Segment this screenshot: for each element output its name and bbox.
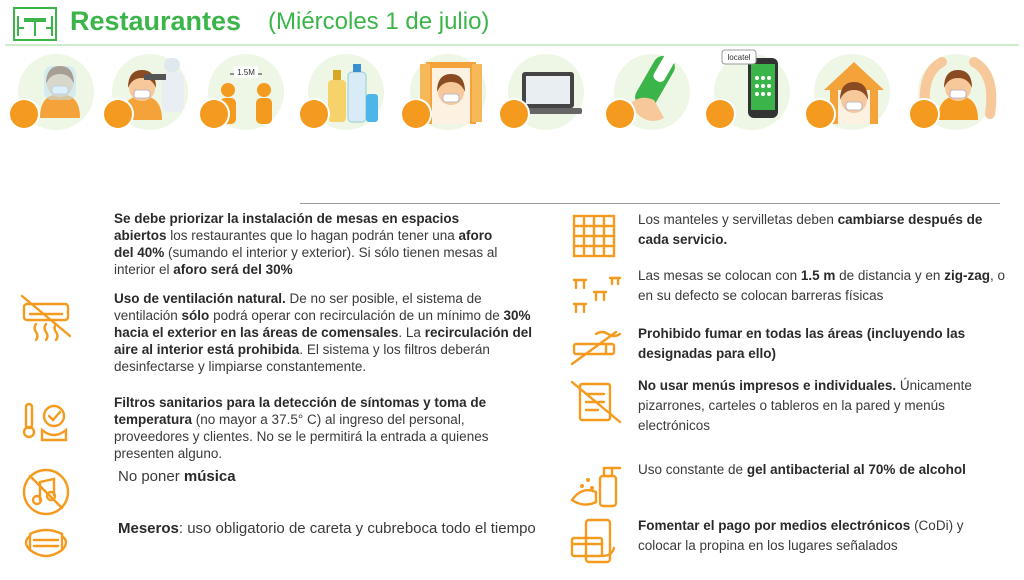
bold-text: 30% hacia el exterior en las áreas de comensales xyxy=(114,308,531,340)
spaced-tables-icon xyxy=(566,266,626,318)
step-card-3 xyxy=(194,44,298,204)
face-mask-icon xyxy=(16,518,76,570)
rule-text xyxy=(638,376,1008,436)
bold-text: aforo del 40% xyxy=(114,228,493,260)
step-number-badge xyxy=(300,100,328,128)
bold-text: Meseros xyxy=(118,520,179,537)
text: (CoDi) y colocar la propina en los lugares señalados xyxy=(638,518,964,553)
no-smoking-icon xyxy=(566,324,626,376)
text: No poner xyxy=(118,468,184,485)
step-card-2 xyxy=(98,44,202,204)
step-number-badge xyxy=(806,100,834,128)
bold-text: recirculación del aire al interior está prohibida xyxy=(114,325,532,357)
step-card-9 xyxy=(800,44,904,204)
header xyxy=(0,0,1024,46)
step-number-badge xyxy=(104,100,132,128)
step-number-badge xyxy=(706,100,734,128)
text: , o en su defecto se colocan barreras físicas xyxy=(638,268,1005,303)
no-air-conditioner-icon xyxy=(16,290,76,342)
section-divider xyxy=(300,203,1000,204)
text: de distancia y en xyxy=(835,268,945,283)
bold-text: Fomentar el pago por medios electrónicos xyxy=(638,518,911,533)
no-music-icon xyxy=(16,466,76,518)
bold-text: zig-zag xyxy=(944,268,990,283)
rule-text xyxy=(114,394,534,462)
svg-text:1.5M: 1.5M xyxy=(237,68,255,77)
step-number-badge xyxy=(200,100,228,128)
bold-text: sólo xyxy=(181,308,210,323)
bold-text: No usar menús impresos e individuales. xyxy=(638,378,897,393)
step-number-badge xyxy=(606,100,634,128)
step-card-6 xyxy=(494,44,598,204)
rule-text xyxy=(118,518,538,540)
text: . La xyxy=(398,325,425,340)
steps-row xyxy=(0,44,1024,204)
rule-text xyxy=(114,290,534,375)
bold-text: Prohibido fumar en todas las áreas (incluyendo las designadas para ello) xyxy=(638,326,966,361)
text: (sumando el interior y exterior). Si sólo tienen mesas al interior el xyxy=(114,245,498,277)
bold-text: Filtros sanitarios para la detección de síntomas y toma de temperatura xyxy=(114,395,487,427)
step-number-badge xyxy=(402,100,430,128)
step-number-badge xyxy=(910,100,938,128)
step-number-badge xyxy=(10,100,38,128)
text: Las mesas se colocan con xyxy=(638,268,801,283)
rule-text xyxy=(114,210,514,278)
bold-text: cambiarse después de cada servicio. xyxy=(638,212,983,247)
hand-sanitizer-icon xyxy=(566,460,626,512)
step-card-7 xyxy=(600,44,704,204)
step-card-10 xyxy=(904,44,1008,204)
text: podrá operar con recirculación de un mínimo de xyxy=(209,308,504,323)
text: De no ser posible, el sistema de ventilación xyxy=(114,291,482,323)
bold-text: aforo será del 30% xyxy=(173,262,293,277)
step-card-4 xyxy=(294,44,398,204)
text: los restaurantes que lo hagan podrán tener una xyxy=(166,228,459,243)
tablecloth-icon xyxy=(566,210,626,262)
restaurant-table-icon xyxy=(12,6,58,42)
no-printed-menu-icon xyxy=(566,376,626,428)
page-title: Restaurantes xyxy=(70,6,242,36)
step-number-badge xyxy=(500,100,528,128)
rule-text xyxy=(638,210,1008,250)
rule-text xyxy=(638,324,1008,364)
text: Únicamente pizarrones, carteles o tableros en la pared y menús electrónicos xyxy=(638,378,972,433)
bold-text: gel antibacterial al 70% de alcohol xyxy=(746,462,966,477)
page-date: (Miércoles 1 de julio) xyxy=(268,8,490,35)
svg-text:locatel: locatel xyxy=(727,53,751,62)
text: . El sistema y los filtros deberán desinfectarse y limpiarse constantemente. xyxy=(114,342,490,374)
bold-text: Uso de ventilación natural. xyxy=(114,291,286,306)
step-card-5 xyxy=(396,44,500,204)
bold-text: música xyxy=(183,468,236,485)
text: Los manteles y servilletas deben xyxy=(638,212,838,227)
text: : uso obligatorio de careta y cubreboca todo el tiempo xyxy=(178,520,536,537)
bold-text: Se debe priorizar la instalación de mesas en espacios abiertos xyxy=(114,211,460,243)
text: (no mayor a 37.5° C) al ingreso del personal, proveedores y clientes. No se le permitirá la entrada a quienes presenten alguno. xyxy=(114,412,489,461)
bold-text: 1.5 m xyxy=(800,268,836,283)
thermometer-check-icon xyxy=(16,394,76,446)
rule-text xyxy=(638,460,1008,480)
text: Uso constante de xyxy=(638,462,747,477)
step-card-1 xyxy=(4,44,108,204)
rule-text xyxy=(118,466,518,488)
electronic-payment-icon xyxy=(566,516,626,568)
step-card-8 xyxy=(700,44,804,204)
rule-text xyxy=(638,516,1008,556)
rule-text xyxy=(638,266,1008,306)
